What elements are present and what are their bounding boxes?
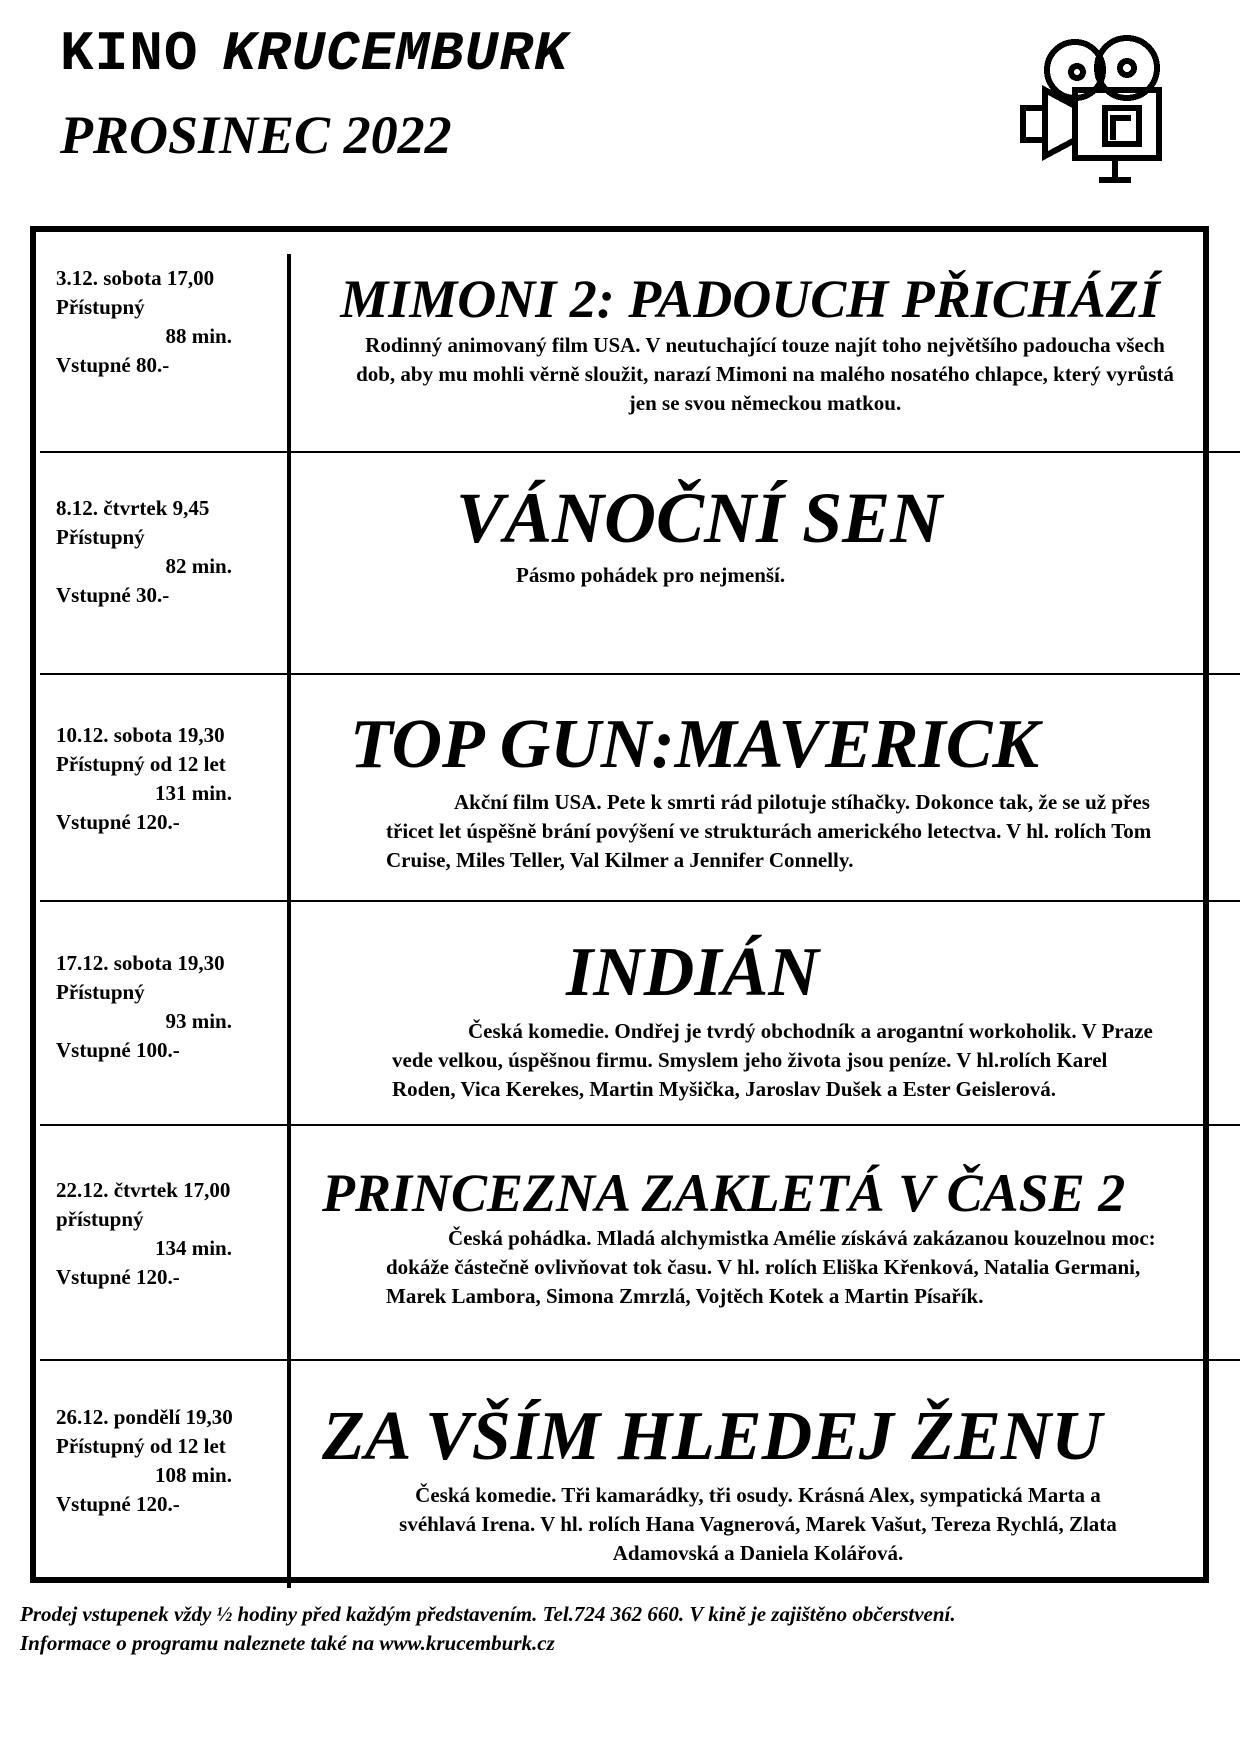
- screening-duration: 82 min.: [165, 554, 232, 578]
- screening-rating: přístupný: [56, 1207, 144, 1231]
- film-description: Česká komedie. Ondřej je tvrdý obchodník a arogantní workoholik. V Praze vede velkou, úspěšnou firmu. Smyslem jeho života jsou peníze. V hl.rolích Karel Roden, Vica Kerekes, Martin Myšička, Jaroslav Dušek a Ester Geislerová.: [392, 1019, 1153, 1101]
- screening-date: 26.12. pondělí 19,30: [56, 1405, 233, 1429]
- screening-info: [56, 949, 232, 1065]
- screening-info: [56, 1176, 232, 1292]
- film-camera-icon: [1015, 28, 1165, 183]
- screening-price: Vstupné 120.-: [56, 810, 180, 834]
- row-divider: [40, 673, 1240, 675]
- screening-date: 22.12. čtvrtek 17,00: [56, 1178, 231, 1202]
- cinema-name: [60, 22, 569, 86]
- row-divider: [40, 451, 1240, 453]
- screening-info: [56, 721, 232, 837]
- screening-price: Vstupné 120.-: [56, 1265, 180, 1289]
- row-divider: [40, 1359, 1240, 1361]
- screening-date: 8.12. čtvrtek 9,45: [56, 496, 210, 520]
- screening-duration: 134 min.: [154, 1236, 232, 1260]
- row-divider: [40, 1124, 1240, 1126]
- screening-duration: 88 min.: [165, 324, 232, 348]
- row-divider: [40, 900, 1240, 902]
- screening-rating: Přístupný od 12 let: [56, 752, 226, 776]
- screening-rating: Přístupný: [56, 980, 145, 1004]
- screening-rating: Přístupný od 12 let: [56, 1434, 226, 1458]
- footer-line-info: Informace o programu naleznete také na www.krucemburk.cz: [20, 1631, 555, 1655]
- film-description: Pásmo pohádek pro nejmenší.: [516, 563, 786, 587]
- column-divider: [287, 254, 291, 1588]
- footer-note: [20, 1600, 956, 1658]
- cinema-town: KRUCEMBURK: [222, 22, 569, 86]
- film-title: VÁNOČNÍ SEN: [456, 478, 943, 558]
- film-description: Rodinný animovaný film USA. V neutuchající touze najít toho největšího padoucha všech dob, aby mu mohli věrně sloužit, narazí Mimoni na malého nosatého chlapce, který vyrůstá jen se svou německou matkou.: [356, 333, 1174, 415]
- film-title: ZA VŠÍM HLEDEJ ŽENU: [322, 1398, 1102, 1475]
- screening-date: 3.12. sobota 17,00: [56, 266, 215, 290]
- film-title: PRINCEZNA ZAKLETÁ V ČASE 2: [322, 1163, 1126, 1223]
- film-description: Akční film USA. Pete k smrti rád pilotuje stíhačky. Dokonce tak, že se už přes třicet let úspěšně brání povýšení ve strukturách amerického letectva. V hl. rolích Tom Cruise, Miles Teller, Val Kilmer a Jennifer Connelly.: [386, 790, 1152, 872]
- footer-line-sales: Prodej vstupenek vždy ½ hodiny před každým představením. Tel.724 362 660. V kině je zajištěno občerstvení.: [20, 1602, 956, 1626]
- screening-date: 10.12. sobota 19,30: [56, 723, 225, 747]
- screening-date: 17.12. sobota 19,30: [56, 951, 225, 975]
- film-title: TOP GUN:MAVERICK: [350, 706, 1040, 783]
- screening-rating: Přístupný: [56, 295, 145, 319]
- screening-info: [56, 264, 232, 380]
- screening-price: Vstupné 80.-: [56, 353, 170, 377]
- screening-duration: 108 min.: [154, 1463, 232, 1487]
- screening-price: Vstupné 120.-: [56, 1492, 180, 1516]
- cinema-label: KINO: [60, 22, 199, 86]
- program-table: [30, 226, 1209, 1583]
- film-title: INDIÁN: [566, 934, 819, 1011]
- screening-duration: 93 min.: [165, 1009, 232, 1033]
- screening-price: Vstupné 100.-: [56, 1038, 180, 1062]
- screening-info: [56, 494, 232, 610]
- screening-rating: Přístupný: [56, 525, 145, 549]
- film-description: Česká komedie. Tři kamarádky, tři osudy. Krásná Alex, sympatická Marta a svéhlavá Irena. V hl. rolích Hana Vagnerová, Marek Vašut, Tereza Rychlá, Zlata Adamovská a Daniela Kolářová.: [399, 1483, 1117, 1565]
- film-description: Česká pohádka. Mladá alchymistka Amélie získává zakázanou kouzelnou moc: dokáže částečně ovlivňovat tok času. V hl. rolích Eliška Křenková, Natalia Germani, Marek Lambora, Simona Zmrzlá, Vojtěch Kotek a Martin Písařík.: [386, 1226, 1156, 1308]
- screening-price: Vstupné 30.-: [56, 583, 170, 607]
- screening-duration: 131 min.: [154, 781, 232, 805]
- program-month: PROSINEC 2022: [60, 105, 452, 165]
- film-title: MIMONI 2: PADOUCH PŘICHÁZÍ: [340, 269, 1160, 329]
- screening-info: [56, 1403, 233, 1519]
